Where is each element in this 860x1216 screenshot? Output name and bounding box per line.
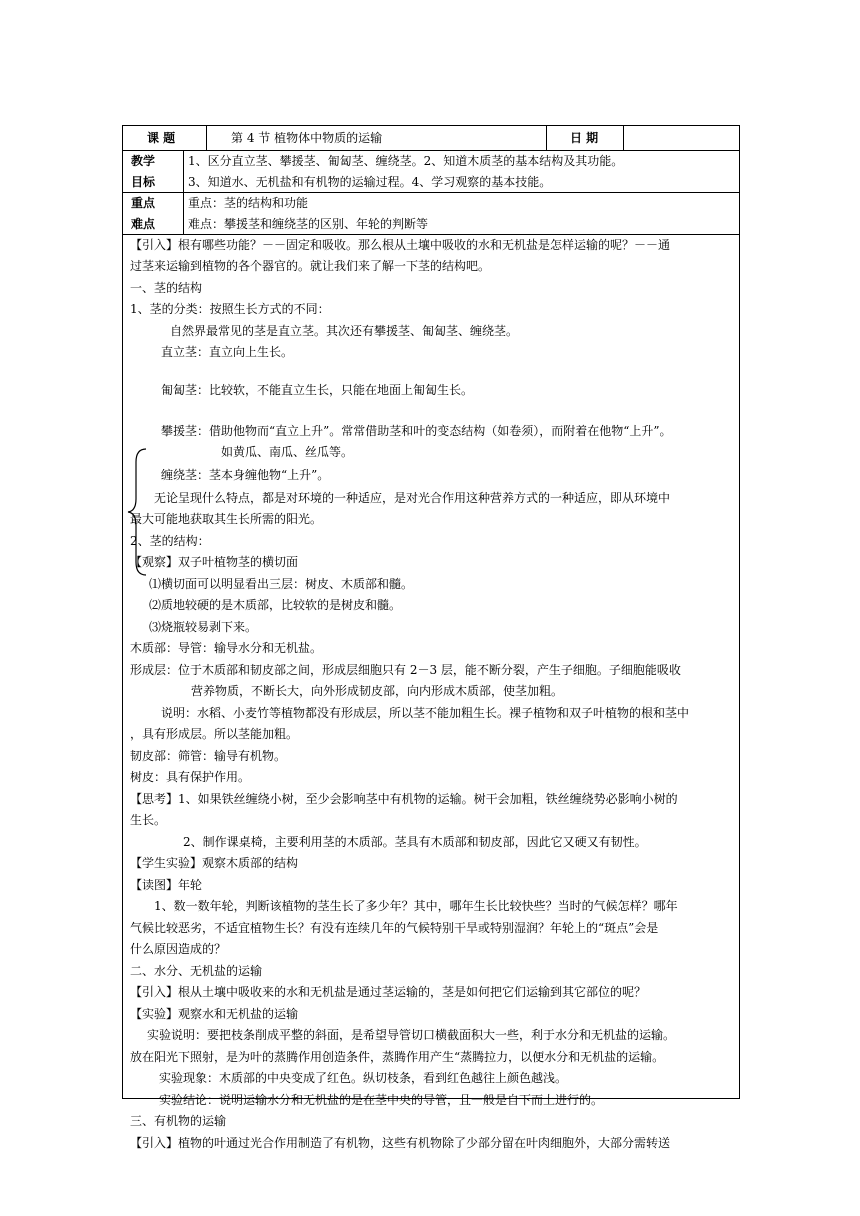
- header-row: [123, 126, 739, 151]
- content-line: 说明：水稻、小麦竹等植物都没有形成层，所以茎不能加粗生长。裸子植物和双子叶植物的根和茎中: [161, 706, 690, 720]
- content-line: 实验现象：木质部的中央变成了红色。纵切枝条，看到红色越往上颜色越浅。: [159, 1071, 568, 1085]
- content-line: 无论呈现什么特点，都是对环境的一种适应，是对光合作用这种营养方式的一种适应，即从环境中: [154, 491, 671, 505]
- focus-row: [123, 193, 739, 235]
- content-line: 攀援茎：借助他物而“直立上升”。常常借助茎和叶的变态结构（如卷须），而附着在他物“上升”。: [161, 424, 672, 438]
- content-line: 树皮：具有保护作用。: [130, 770, 251, 784]
- lesson-plan-table: [122, 125, 740, 1150]
- lesson-content: [123, 235, 739, 1150]
- content-line: 【观察】双子叶植物茎的横切面: [130, 555, 299, 569]
- content-line: 【引入】根有哪些功能？－－固定和吸收。那么根从土壤中吸收的水和无机盐是怎样运输的呢？－－通: [130, 238, 671, 252]
- content-line: 【实验】观察水和无机盐的运输: [130, 1007, 299, 1021]
- content-line: 【引入】植物的叶通过光合作用制造了有机物，这些有机物除了少部分留在叶肉细胞外，大部分需转送: [130, 1136, 671, 1150]
- content-line: 【读图】年轮: [130, 878, 203, 892]
- content-line: 【引入】根从土壤中吸收来的水和无机盐是通过茎运输的，茎是如何把它们运输到其它部位的呢？: [130, 985, 647, 999]
- content-line: ⑶烧瓶较易剥下来。: [149, 620, 258, 634]
- content-line: 2、茎的结构：: [130, 534, 210, 548]
- content-line: 三、有机物的运输: [130, 1114, 227, 1128]
- focus-label-1: 重点: [131, 196, 156, 210]
- content-line: 实验结论：说明运输水分和无机盐的是在茎中央的导管，且一般是自下而上进行的。: [159, 1093, 604, 1107]
- objectives-line-1: 1、区分直立茎、攀援茎、匍匐茎、缠绕茎。2、知道木质茎的基本结构及其功能。: [188, 154, 624, 168]
- content-line: 2、制作课桌椅，主要利用茎的木质部。茎具有木质部和韧皮部，因此它又硬又有韧性。: [183, 835, 647, 849]
- content-line: 匍匐茎：比较软，不能直立生长，只能在地面上匍匐生长。: [161, 383, 474, 397]
- content-line: 放在阳光下照射，是为叶的蒸腾作用创造条件，蒸腾作用产生“蒸腾拉力，以便水分和无机盐的运输。: [130, 1050, 665, 1064]
- topic-value: 第 4 节 植物体中物质的运输: [231, 131, 383, 145]
- content-line: 一、茎的结构: [130, 281, 203, 295]
- content-line: 气候比较恶劣，不适宜植物生长？有没有连续几年的气候特别干旱或特别湿润？年轮上的“斑点”会是: [130, 921, 659, 935]
- content-line: 直立茎：直立向上生长。: [161, 345, 294, 359]
- focus-line-1: 重点：茎的结构和功能: [188, 196, 309, 210]
- content-line: ⑴横切面可以明显看出三层：树皮、木质部和髓。: [149, 577, 414, 591]
- content-line: 最大可能地获取其生长所需的阳光。: [130, 512, 323, 526]
- focus-line-2: 难点：攀援茎和缠绕茎的区别、年轮的判断等: [188, 217, 429, 231]
- objectives-label-2: 目标: [131, 175, 156, 189]
- content-line: 木质部：导管：输导水分和无机盐。: [130, 641, 323, 655]
- content-line: 缠绕茎：茎本身缠他物“上升”。: [161, 468, 330, 482]
- content-line: ，具有形成层。所以茎能加粗。: [130, 727, 299, 741]
- content-line: 二、水分、无机盐的运输: [130, 964, 263, 978]
- topic-label: 课 题: [147, 131, 176, 145]
- content-line: ⑵质地较硬的是木质部，比较软的是树皮和髓。: [149, 598, 402, 612]
- content-line: 过茎来运输到植物的各个器官的。就让我们来了解一下茎的结构吧。: [130, 259, 491, 273]
- content-line: 生长。: [130, 813, 167, 827]
- content-line: 【思考】1、如果铁丝缠绕小树，至少会影响茎中有机物的运输。树干会加粗，铁丝缠绕势必影响小树的: [130, 792, 678, 806]
- content-line: 营养物质，不断长大，向外形成韧皮部，向内形成木质部，使茎加粗。: [191, 684, 564, 698]
- content-line: 形成层：位于木质部和韧皮部之间，形成层细胞只有 2－3 层，能不断分裂，产生子细胞。子细胞能吸收: [130, 663, 681, 677]
- content-line: 1、数一数年轮，判断该植物的茎生长了多少年？其中，哪年生长比较快些？当时的气候怎样？哪年: [154, 899, 678, 913]
- content-line: 韧皮部：筛管：输导有机物。: [130, 749, 287, 763]
- objectives-row: [123, 151, 739, 193]
- date-label: 日 期: [570, 131, 599, 145]
- objectives-line-2: 3、知道水、无机盐和有机物的运输过程。4、学习观察的基本技能。: [188, 175, 552, 189]
- content-line: 1、茎的分类：按照生长方式的不同：: [130, 302, 330, 316]
- content-line: 自然界最常见的茎是直立茎。其次还有攀援茎、匍匐茎、缠绕茎。: [170, 324, 519, 338]
- content-line: 实验说明：要把枝条削成平整的斜面，是希望导管切口横截面积大一些，利于水分和无机盐的运输。: [147, 1028, 676, 1042]
- focus-label-2: 难点: [131, 217, 156, 231]
- content-line: 什么原因造成的？: [130, 942, 227, 956]
- content-line: 【学生实验】观察木质部的结构: [130, 856, 299, 870]
- objectives-label-1: 教学: [131, 154, 156, 168]
- content-line: 如黄瓜、南瓜、丝瓜等。: [221, 445, 354, 459]
